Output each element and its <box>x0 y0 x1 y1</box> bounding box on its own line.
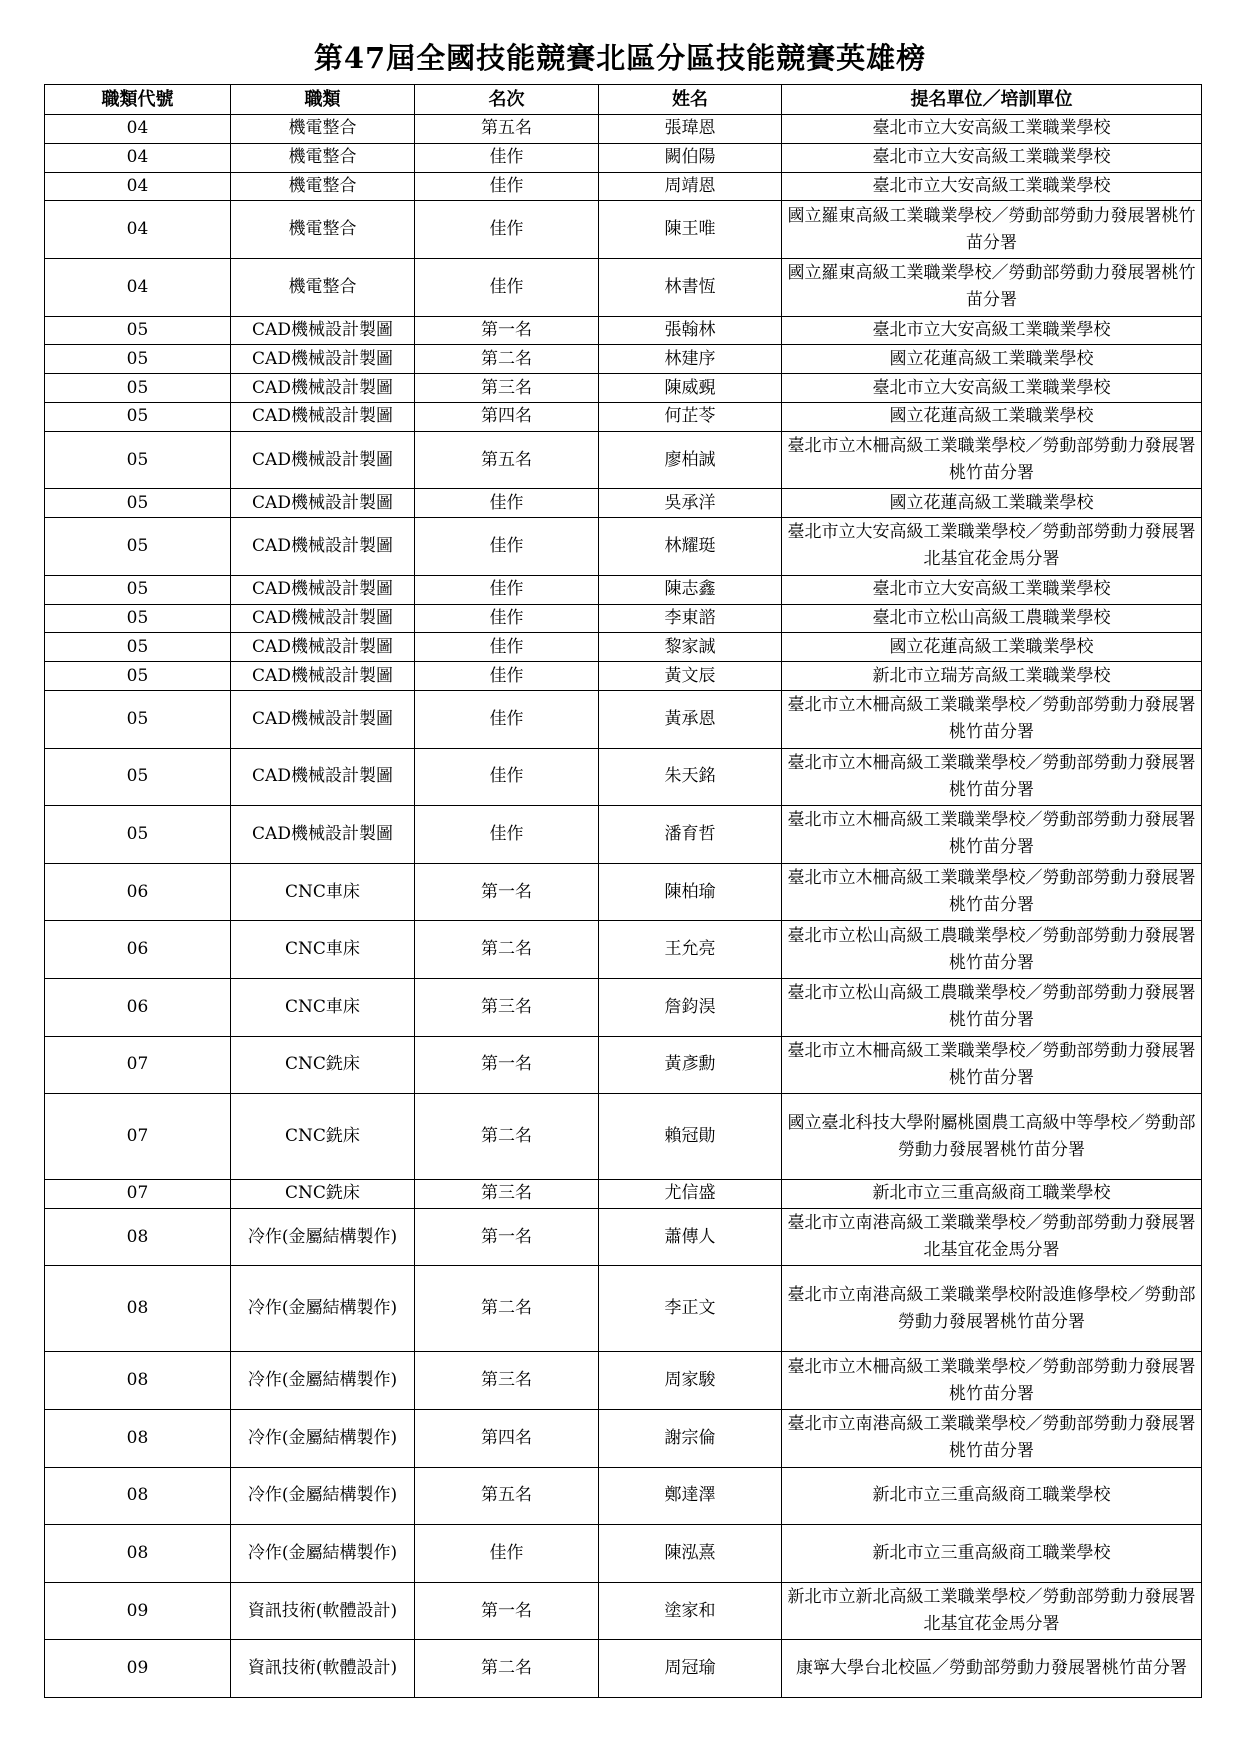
rank-cell: 第一名 <box>415 1208 599 1266</box>
rank-cell: 佳作 <box>415 143 599 172</box>
rank-cell: 第五名 <box>415 1467 599 1525</box>
category-cell: CAD機械設計製圖 <box>231 402 415 431</box>
unit-cell: 臺北市立大安高級工業職業學校 <box>782 575 1202 604</box>
name-cell: 王允亮 <box>599 921 782 979</box>
code-cell: 04 <box>45 258 231 316</box>
name-cell: 闕伯陽 <box>599 143 782 172</box>
rank-cell: 第三名 <box>415 1352 599 1410</box>
rank-cell: 第三名 <box>415 1180 599 1209</box>
rank-cell: 第三名 <box>415 978 599 1036</box>
code-cell: 07 <box>45 1094 231 1180</box>
unit-cell: 臺北市立南港高級工業職業學校附設進修學校／勞動部勞動力發展署桃竹苗分署 <box>782 1266 1202 1352</box>
category-cell: CNC銑床 <box>231 1094 415 1180</box>
rank-cell: 佳作 <box>415 604 599 633</box>
rank-cell: 佳作 <box>415 172 599 201</box>
name-cell: 賴冠勛 <box>599 1094 782 1180</box>
name-cell: 何芷苓 <box>599 402 782 431</box>
code-cell: 05 <box>45 489 231 518</box>
category-cell: CNC銑床 <box>231 1180 415 1209</box>
code-cell: 04 <box>45 143 231 172</box>
table-row <box>45 978 1202 1036</box>
table-row <box>45 662 1202 691</box>
results-table <box>44 84 1202 1698</box>
unit-cell: 臺北市立木柵高級工業職業學校／勞動部勞動力發展署桃竹苗分署 <box>782 1352 1202 1410</box>
category-cell: CAD機械設計製圖 <box>231 633 415 662</box>
code-cell: 06 <box>45 863 231 921</box>
code-cell: 09 <box>45 1582 231 1640</box>
code-cell: 09 <box>45 1640 231 1698</box>
header-name: 姓名 <box>599 85 782 115</box>
table-row <box>45 518 1202 576</box>
table-row <box>45 1410 1202 1468</box>
unit-cell: 臺北市立木柵高級工業職業學校／勞動部勞動力發展署桃竹苗分署 <box>782 806 1202 864</box>
category-cell: 冷作(金屬結構製作) <box>231 1525 415 1583</box>
category-cell: CAD機械設計製圖 <box>231 690 415 748</box>
code-cell: 05 <box>45 633 231 662</box>
table-row <box>45 316 1202 345</box>
unit-cell: 臺北市立大安高級工業職業學校 <box>782 115 1202 144</box>
unit-cell: 臺北市立松山高級工農職業學校 <box>782 604 1202 633</box>
category-cell: 機電整合 <box>231 172 415 201</box>
category-cell: CAD機械設計製圖 <box>231 489 415 518</box>
rank-cell: 佳作 <box>415 662 599 691</box>
unit-cell: 國立羅東高級工業職業學校／勞動部勞動力發展署桃竹苗分署 <box>782 258 1202 316</box>
table-row <box>45 604 1202 633</box>
name-cell: 陳泓熹 <box>599 1525 782 1583</box>
category-cell: 機電整合 <box>231 201 415 259</box>
code-cell: 05 <box>45 374 231 403</box>
name-cell: 林建序 <box>599 345 782 374</box>
category-cell: CNC車床 <box>231 978 415 1036</box>
name-cell: 謝宗倫 <box>599 1410 782 1468</box>
code-cell: 05 <box>45 402 231 431</box>
name-cell: 周冠瑜 <box>599 1640 782 1698</box>
category-cell: CNC車床 <box>231 863 415 921</box>
unit-cell: 臺北市立南港高級工業職業學校／勞動部勞動力發展署桃竹苗分署 <box>782 1410 1202 1468</box>
header-code: 職類代號 <box>45 85 231 115</box>
name-cell: 塗家和 <box>599 1582 782 1640</box>
unit-cell: 新北市立三重高級商工職業學校 <box>782 1525 1202 1583</box>
rank-cell: 佳作 <box>415 518 599 576</box>
unit-cell: 臺北市立南港高級工業職業學校／勞動部勞動力發展署北基宜花金馬分署 <box>782 1208 1202 1266</box>
table-row <box>45 921 1202 979</box>
category-cell: CAD機械設計製圖 <box>231 662 415 691</box>
code-cell: 04 <box>45 172 231 201</box>
unit-cell: 國立花蓮高級工業職業學校 <box>782 633 1202 662</box>
name-cell: 尤信盛 <box>599 1180 782 1209</box>
category-cell: 冷作(金屬結構製作) <box>231 1352 415 1410</box>
table-row <box>45 489 1202 518</box>
name-cell: 黎家誠 <box>599 633 782 662</box>
code-cell: 06 <box>45 978 231 1036</box>
name-cell: 陳志鑫 <box>599 575 782 604</box>
code-cell: 04 <box>45 201 231 259</box>
rank-cell: 佳作 <box>415 1525 599 1583</box>
table-row <box>45 115 1202 144</box>
code-cell: 05 <box>45 575 231 604</box>
rank-cell: 佳作 <box>415 806 599 864</box>
category-cell: CAD機械設計製圖 <box>231 518 415 576</box>
table-row <box>45 806 1202 864</box>
rank-cell: 第一名 <box>415 1582 599 1640</box>
code-cell: 05 <box>45 316 231 345</box>
code-cell: 05 <box>45 518 231 576</box>
name-cell: 黃彥勳 <box>599 1036 782 1094</box>
header-category: 職類 <box>231 85 415 115</box>
code-cell: 08 <box>45 1410 231 1468</box>
table-row <box>45 1266 1202 1352</box>
name-cell: 廖柏誠 <box>599 431 782 489</box>
name-cell: 陳王唯 <box>599 201 782 259</box>
code-cell: 06 <box>45 921 231 979</box>
table-row <box>45 402 1202 431</box>
rank-cell: 第一名 <box>415 316 599 345</box>
code-cell: 07 <box>45 1036 231 1094</box>
unit-cell: 國立花蓮高級工業職業學校 <box>782 489 1202 518</box>
unit-cell: 臺北市立木柵高級工業職業學校／勞動部勞動力發展署桃竹苗分署 <box>782 431 1202 489</box>
table-row <box>45 143 1202 172</box>
rank-cell: 第四名 <box>415 1410 599 1468</box>
code-cell: 05 <box>45 806 231 864</box>
name-cell: 張翰林 <box>599 316 782 345</box>
code-cell: 05 <box>45 748 231 806</box>
name-cell: 黃承恩 <box>599 690 782 748</box>
code-cell: 05 <box>45 690 231 748</box>
page-title: 第47屆全國技能競賽北區分區技能競賽英雄榜 <box>313 41 927 75</box>
category-cell: CAD機械設計製圖 <box>231 431 415 489</box>
unit-cell: 新北市立新北高級工業職業學校／勞動部勞動力發展署北基宜花金馬分署 <box>782 1582 1202 1640</box>
rank-cell: 佳作 <box>415 258 599 316</box>
name-cell: 陳柏瑜 <box>599 863 782 921</box>
unit-cell: 臺北市立大安高級工業職業學校 <box>782 316 1202 345</box>
code-cell: 08 <box>45 1352 231 1410</box>
category-cell: 冷作(金屬結構製作) <box>231 1410 415 1468</box>
name-cell: 陳威覡 <box>599 374 782 403</box>
category-cell: 冷作(金屬結構製作) <box>231 1208 415 1266</box>
unit-cell: 臺北市立木柵高級工業職業學校／勞動部勞動力發展署桃竹苗分署 <box>782 1036 1202 1094</box>
rank-cell: 第二名 <box>415 1266 599 1352</box>
table-row <box>45 863 1202 921</box>
name-cell: 張瑋恩 <box>599 115 782 144</box>
category-cell: CAD機械設計製圖 <box>231 604 415 633</box>
unit-cell: 臺北市立木柵高級工業職業學校／勞動部勞動力發展署桃竹苗分署 <box>782 748 1202 806</box>
unit-cell: 臺北市立大安高級工業職業學校／勞動部勞動力發展署北基宜花金馬分署 <box>782 518 1202 576</box>
code-cell: 04 <box>45 115 231 144</box>
name-cell: 蕭傳人 <box>599 1208 782 1266</box>
unit-cell: 康寧大學台北校區／勞動部勞動力發展署桃竹苗分署 <box>782 1640 1202 1698</box>
rank-cell: 第二名 <box>415 1640 599 1698</box>
category-cell: CAD機械設計製圖 <box>231 374 415 403</box>
table-row <box>45 1208 1202 1266</box>
category-cell: CNC車床 <box>231 921 415 979</box>
code-cell: 05 <box>45 345 231 374</box>
rank-cell: 第二名 <box>415 921 599 979</box>
unit-cell: 國立臺北科技大學附屬桃園農工高級中等學校／勞動部勞動力發展署桃竹苗分署 <box>782 1094 1202 1180</box>
header-rank: 名次 <box>415 85 599 115</box>
rank-cell: 佳作 <box>415 489 599 518</box>
code-cell: 08 <box>45 1208 231 1266</box>
unit-cell: 國立羅東高級工業職業學校／勞動部勞動力發展署桃竹苗分署 <box>782 201 1202 259</box>
category-cell: CAD機械設計製圖 <box>231 748 415 806</box>
table-row <box>45 258 1202 316</box>
table-row <box>45 690 1202 748</box>
code-cell: 08 <box>45 1266 231 1352</box>
table-row <box>45 1036 1202 1094</box>
code-cell: 08 <box>45 1467 231 1525</box>
rank-cell: 佳作 <box>415 633 599 662</box>
table-body <box>45 115 1202 1698</box>
name-cell: 吳承洋 <box>599 489 782 518</box>
table-row <box>45 1525 1202 1583</box>
table-row <box>45 201 1202 259</box>
category-cell: 機電整合 <box>231 143 415 172</box>
code-cell: 05 <box>45 431 231 489</box>
category-cell: CNC銑床 <box>231 1036 415 1094</box>
header-unit: 提名單位／培訓單位 <box>782 85 1202 115</box>
name-cell: 李東諮 <box>599 604 782 633</box>
table-row <box>45 172 1202 201</box>
rank-cell: 佳作 <box>415 575 599 604</box>
category-cell: 資訊技術(軟體設計) <box>231 1582 415 1640</box>
table-row <box>45 1352 1202 1410</box>
category-cell: CAD機械設計製圖 <box>231 316 415 345</box>
unit-cell: 臺北市立大安高級工業職業學校 <box>782 143 1202 172</box>
table-row <box>45 431 1202 489</box>
rank-cell: 佳作 <box>415 748 599 806</box>
table-row <box>45 575 1202 604</box>
rank-cell: 第四名 <box>415 402 599 431</box>
category-cell: CAD機械設計製圖 <box>231 575 415 604</box>
unit-cell: 新北市立三重高級商工職業學校 <box>782 1180 1202 1209</box>
category-cell: 冷作(金屬結構製作) <box>231 1266 415 1352</box>
category-cell: 冷作(金屬結構製作) <box>231 1467 415 1525</box>
code-cell: 08 <box>45 1525 231 1583</box>
rank-cell: 第五名 <box>415 431 599 489</box>
name-cell: 鄭達澤 <box>599 1467 782 1525</box>
table-row <box>45 1582 1202 1640</box>
rank-cell: 第二名 <box>415 345 599 374</box>
unit-cell: 臺北市立松山高級工農職業學校／勞動部勞動力發展署桃竹苗分署 <box>782 978 1202 1036</box>
unit-cell: 國立花蓮高級工業職業學校 <box>782 402 1202 431</box>
table-row <box>45 1467 1202 1525</box>
rank-cell: 第五名 <box>415 115 599 144</box>
unit-cell: 臺北市立松山高級工農職業學校／勞動部勞動力發展署桃竹苗分署 <box>782 921 1202 979</box>
table-row <box>45 1094 1202 1180</box>
rank-cell: 第三名 <box>415 374 599 403</box>
category-cell: 機電整合 <box>231 115 415 144</box>
table-header-row <box>45 85 1202 115</box>
unit-cell: 新北市立三重高級商工職業學校 <box>782 1467 1202 1525</box>
name-cell: 周家駿 <box>599 1352 782 1410</box>
unit-cell: 臺北市立木柵高級工業職業學校／勞動部勞動力發展署桃竹苗分署 <box>782 863 1202 921</box>
name-cell: 林書恆 <box>599 258 782 316</box>
rank-cell: 第二名 <box>415 1094 599 1180</box>
table-row <box>45 374 1202 403</box>
table-row <box>45 633 1202 662</box>
table-row <box>45 1180 1202 1209</box>
name-cell: 潘育哲 <box>599 806 782 864</box>
category-cell: 機電整合 <box>231 258 415 316</box>
name-cell: 周靖恩 <box>599 172 782 201</box>
category-cell: 資訊技術(軟體設計) <box>231 1640 415 1698</box>
unit-cell: 國立花蓮高級工業職業學校 <box>782 345 1202 374</box>
code-cell: 05 <box>45 662 231 691</box>
name-cell: 朱天銘 <box>599 748 782 806</box>
unit-cell: 新北市立瑞芳高級工業職業學校 <box>782 662 1202 691</box>
rank-cell: 第一名 <box>415 1036 599 1094</box>
rank-cell: 佳作 <box>415 690 599 748</box>
name-cell: 李正文 <box>599 1266 782 1352</box>
rank-cell: 第一名 <box>415 863 599 921</box>
category-cell: CAD機械設計製圖 <box>231 806 415 864</box>
category-cell: CAD機械設計製圖 <box>231 345 415 374</box>
unit-cell: 臺北市立大安高級工業職業學校 <box>782 374 1202 403</box>
table-row <box>45 748 1202 806</box>
name-cell: 詹鈞淏 <box>599 978 782 1036</box>
name-cell: 林耀珽 <box>599 518 782 576</box>
unit-cell: 臺北市立大安高級工業職業學校 <box>782 172 1202 201</box>
code-cell: 05 <box>45 604 231 633</box>
code-cell: 07 <box>45 1180 231 1209</box>
table-row <box>45 1640 1202 1698</box>
table-row <box>45 345 1202 374</box>
unit-cell: 臺北市立木柵高級工業職業學校／勞動部勞動力發展署桃竹苗分署 <box>782 690 1202 748</box>
rank-cell: 佳作 <box>415 201 599 259</box>
name-cell: 黃文辰 <box>599 662 782 691</box>
